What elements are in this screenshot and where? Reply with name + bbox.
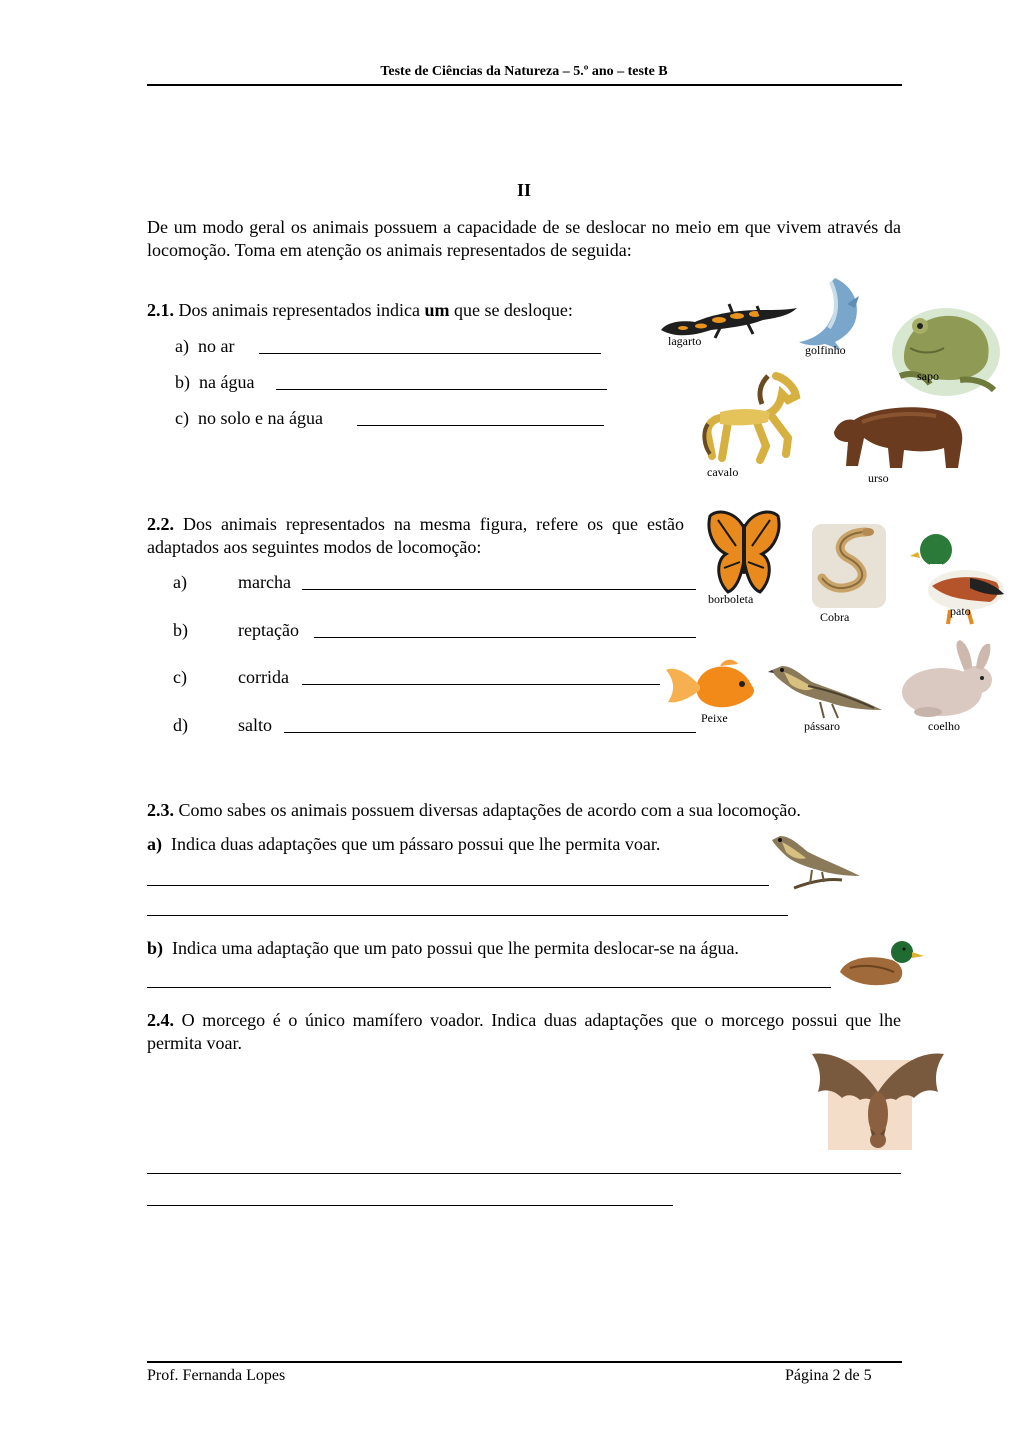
question-2-1-number: 2.1. [147,300,174,320]
question-2-2-letter-d: d) [173,715,188,735]
answer-line-2-2-c[interactable] [302,669,660,685]
answer-line-2-4-2[interactable] [147,1190,673,1206]
intro-paragraph: De um modo geral os animais possuem a capacidade de se deslocar no meio em que vivem através da locomoção. Toma em atenção os animais representados de seguida: [147,217,901,260]
question-2-3-b-text: Indica uma adaptação que um pato possui que lhe permita deslocar-se na água. [172,938,739,958]
question-2-3-a-text: Indica duas adaptações que um pássaro possui que lhe permita voar. [171,834,661,854]
bat-image [808,1040,948,1152]
question-2-3-a [147,832,660,856]
question-2-2-number: 2.2. [147,514,174,534]
item-label: no solo e na água [197,408,323,428]
item-label: na água [199,372,255,392]
question-2-3-number: 2.3. [147,800,174,820]
footer-author: Prof. Fernanda Lopes [147,1367,286,1384]
rabbit-image [898,640,998,718]
question-2-1-item-c [175,406,323,430]
question-2-1-text-before: Dos animais representados indica [174,300,425,320]
question-2-2 [147,513,684,559]
question-2-2-label-a: marcha [238,572,291,592]
answer-line-2-4-1[interactable] [147,1158,901,1174]
question-2-1-bold: um [424,300,450,320]
question-2-2-label-d: salto [238,715,272,735]
toad-image [890,302,1000,398]
small-duck-image [836,938,924,990]
bird-image [768,660,886,724]
question-2-2-letter-a: a) [173,572,187,592]
answer-line-2-2-d[interactable] [284,717,696,733]
question-2-3-b-letter: b) [147,938,164,958]
caption-coelho: coelho [928,719,960,733]
caption-sapo: sapo [917,369,939,383]
answer-line-2-2-b[interactable] [314,622,696,638]
answer-line-2-1-a[interactable] [259,338,601,354]
page-header-title: Teste de Ciências da Natureza – 5.º ano – teste B [380,64,668,79]
question-2-3 [147,798,801,822]
question-2-4-number: 2.4. [147,1010,174,1030]
answer-line-2-2-a[interactable] [302,574,696,590]
item-letter: b) [175,372,190,392]
item-letter: c) [175,408,189,428]
answer-line-2-3-a-2[interactable] [147,900,788,916]
caption-cobra: Cobra [820,610,850,624]
answer-line-2-3-b[interactable] [147,972,831,988]
question-2-1-text-after: que se desloque: [449,300,573,320]
answer-line-2-3-a-1[interactable] [147,870,769,886]
bear-image [832,402,966,472]
question-2-3-text: Como sabes os animais possuem diversas adaptações de acordo com a sua locomoção. [174,800,801,820]
section-number: II [516,180,531,200]
caption-peixe: Peixe [701,711,728,725]
answer-line-2-1-c[interactable] [357,410,604,426]
caption-golfinho: golfinho [805,343,846,357]
small-bird-image [770,832,862,896]
question-2-2-letter-b: b) [173,620,188,640]
question-2-1-item-a [175,334,234,358]
question-2-2-text: Dos animais representados na mesma figura, refere os que estão adaptados aos seguintes modos de locomoção: [147,514,684,557]
question-2-4 [147,1009,901,1055]
caption-lagarto: lagarto [668,334,702,348]
answer-line-2-1-b[interactable] [276,374,607,390]
caption-borboleta: borboleta [708,592,754,606]
question-2-2-label-c: corrida [238,667,289,687]
question-2-2-letter-c: c) [173,667,187,687]
question-2-3-b [147,936,739,960]
question-2-3-a-letter: a) [147,834,162,854]
item-label: no ar [197,336,235,356]
caption-passaro: pássaro [804,719,840,733]
question-2-1-item-b [175,370,254,394]
footer-page-number: Página 2 de 5 [785,1367,872,1384]
question-2-2-label-b: reptação [238,620,299,640]
caption-cavalo: cavalo [707,465,739,479]
horse-image [702,372,802,468]
caption-pato: pato [950,604,971,618]
question-2-4-text: O morcego é o único mamífero voador. Indica duas adaptações que o morcego possui que lhe permita voar. [147,1010,901,1053]
footer-rule [147,1361,902,1363]
snake-image [812,524,886,608]
dolphin-image [795,274,869,352]
question-2-1 [147,298,573,322]
butterfly-image [706,508,782,596]
header-rule [147,84,902,86]
item-letter: a) [175,336,189,356]
caption-urso: urso [868,471,889,485]
